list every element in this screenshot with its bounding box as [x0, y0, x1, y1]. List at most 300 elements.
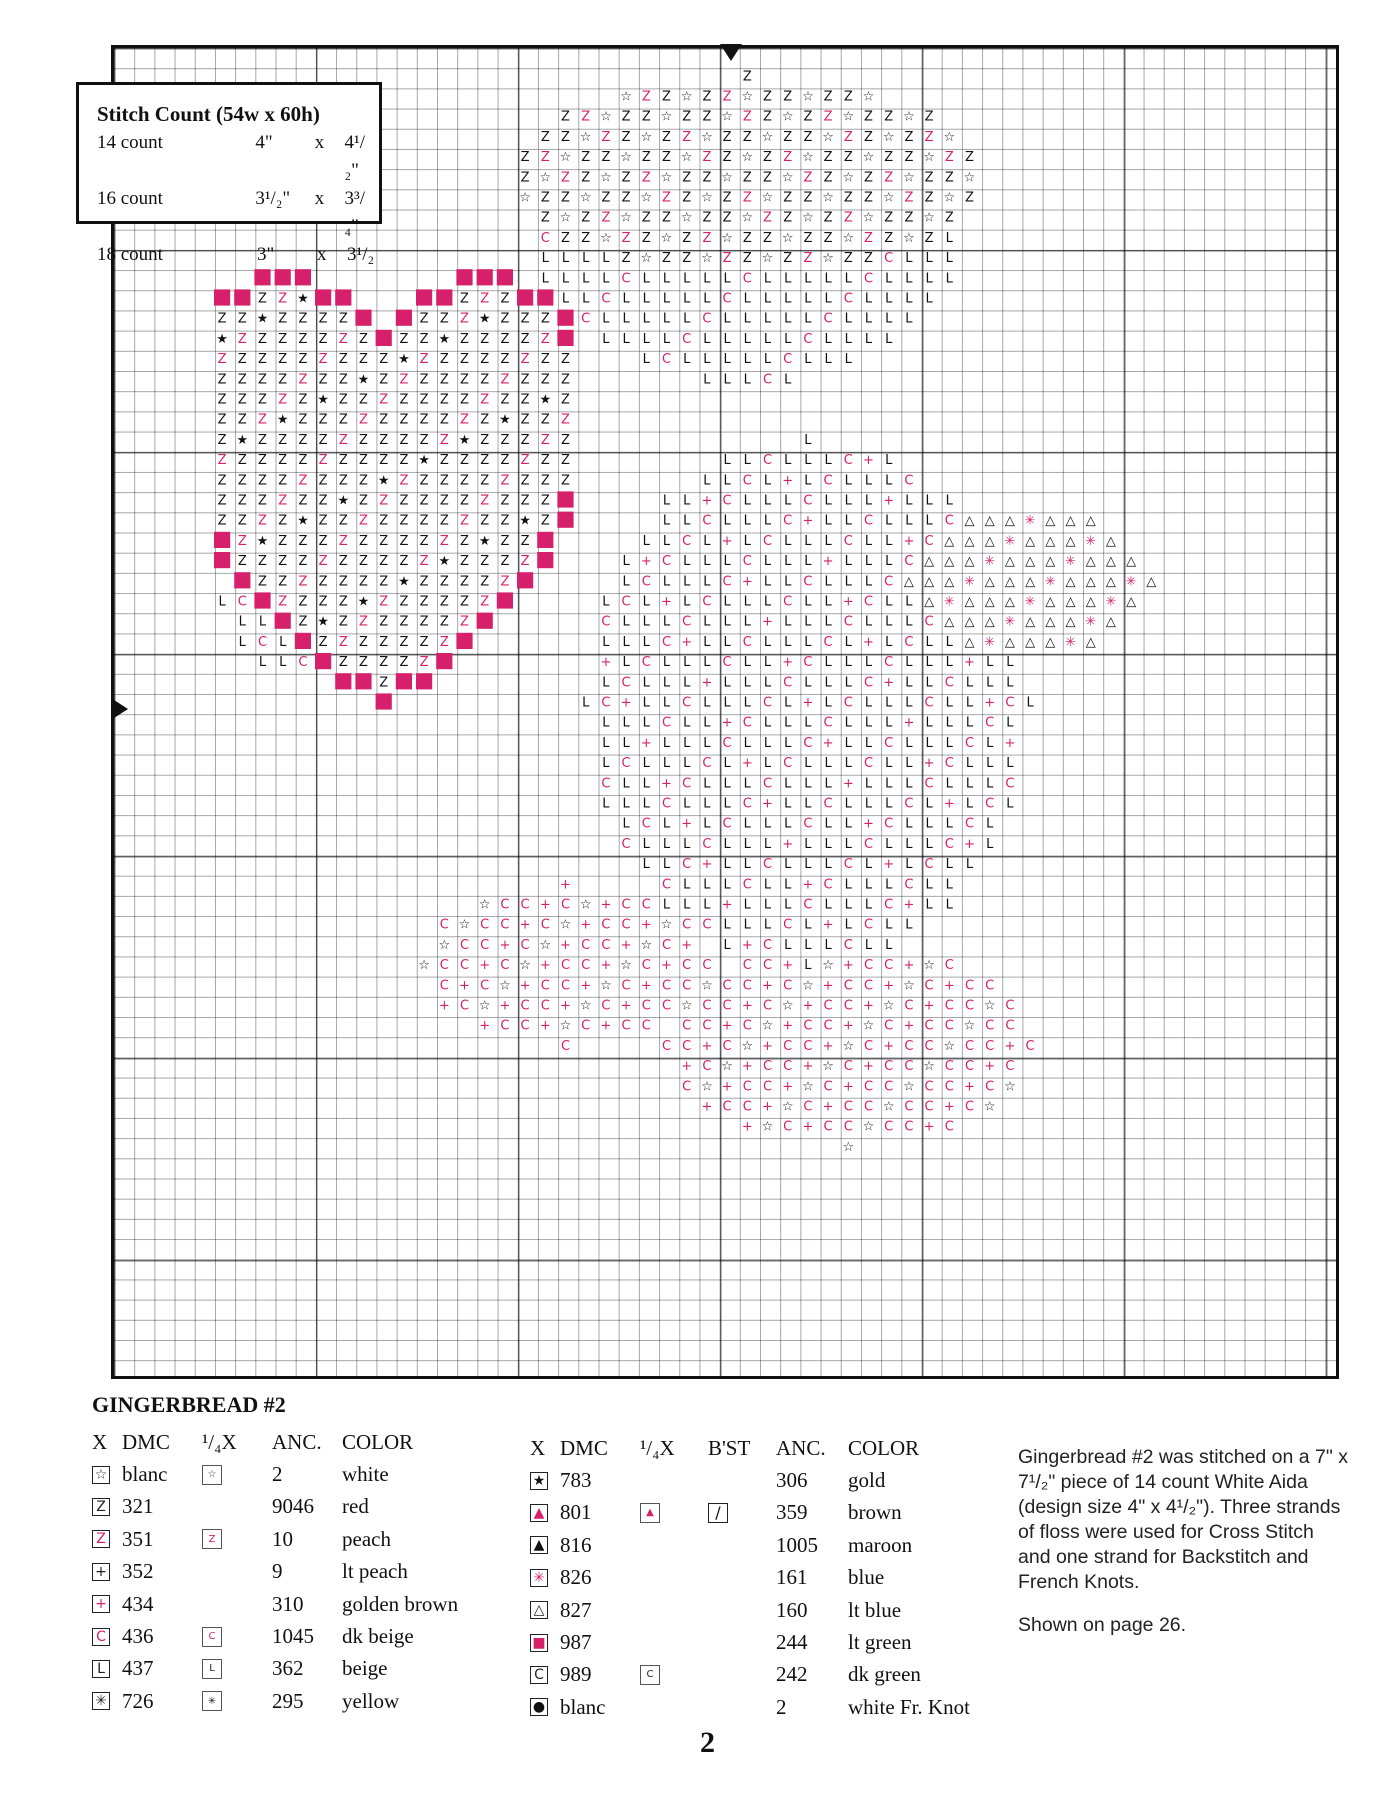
stitch-cell: ☆: [519, 190, 531, 206]
stitch-cell: △: [1105, 574, 1116, 590]
stitch-cell: C: [884, 655, 894, 671]
stitch-cell: Z: [318, 574, 328, 590]
stitch-cell: Z: [884, 170, 894, 186]
stitch-cell: L: [905, 816, 913, 832]
stitch-cell: Z: [581, 170, 591, 186]
stitch-cell: Z: [702, 230, 712, 246]
stitch-cell: L: [743, 291, 751, 307]
stitch-cell: Z: [480, 473, 490, 489]
stitch-cell: L: [662, 493, 671, 509]
dmc-number: 816: [560, 1532, 592, 1557]
stitch-cell: ☆: [842, 1139, 855, 1155]
stitch-symbol-icon: Z: [92, 1498, 110, 1516]
stitch-cell: L: [824, 937, 832, 953]
stitch-cell: +: [842, 1079, 854, 1095]
stitch-cell: C: [924, 1099, 934, 1115]
note-text: Gingerbread #2 was stitched on a 7" x 7¹/₂" piece of 14 count White Aida (design size 4" x 4¹/₂"). Three strands of floss were used for Cross Stitch and one strand for Backstitch and French Knots.: [1018, 1446, 1348, 1593]
key-row: [92, 1491, 482, 1523]
stitch-cell: L: [864, 473, 873, 489]
stitch-cell: L: [743, 311, 751, 327]
stitch-cell: C: [742, 877, 752, 893]
stitch-cell: C: [722, 1038, 732, 1054]
stitch-cell: Z: [338, 412, 348, 428]
stitch-cell: L: [784, 634, 792, 650]
stitch-cell: △: [984, 513, 995, 529]
stitch-cell: [477, 613, 493, 629]
stitch-cell: Z: [359, 634, 368, 650]
stitch-cell: +: [701, 857, 713, 873]
stitch-cell: Z: [399, 594, 409, 610]
stitch-cell: C: [459, 958, 470, 974]
stitch-cell: Z: [641, 170, 651, 186]
stitch-cell: Z: [641, 230, 651, 246]
key-header-label: ¹/₄X: [640, 1435, 675, 1460]
stitch-cell: Z: [520, 473, 530, 489]
stitch-cell: +: [842, 1018, 854, 1034]
stitch-cell: +: [822, 1038, 834, 1054]
stitch-cell: Z: [379, 655, 389, 671]
stitch-cell: ☆: [1004, 1079, 1016, 1095]
stitch-cell: C: [944, 513, 954, 529]
stitch-cell: C: [964, 816, 975, 832]
stitch-cell: Z: [278, 352, 288, 368]
stitch-cell: L: [824, 675, 832, 691]
stitch-cell: Z: [944, 210, 954, 226]
stitch-cell: Z: [399, 655, 409, 671]
stitch-cell: L: [723, 311, 731, 327]
stitch-cell: C: [682, 1018, 692, 1034]
stitch-cell: Z: [379, 675, 389, 691]
stitch-cell: Z: [419, 574, 429, 590]
stitch-cell: Z: [318, 453, 328, 469]
stitch-cell: Z: [439, 574, 449, 590]
stitch-cell: Z: [520, 392, 530, 408]
stitch-cell: C: [237, 594, 247, 610]
key-header: [530, 1432, 998, 1464]
stitch-cell: Z: [480, 493, 490, 509]
stitch-cell: C: [964, 735, 975, 751]
stitch-cell: Z: [540, 453, 550, 469]
stitch-cell: L: [743, 533, 751, 549]
stitch-cell: L: [885, 695, 893, 711]
stitch-cell: C: [621, 756, 631, 772]
stitch-cell: L: [925, 735, 933, 751]
stitch-cell: [456, 633, 472, 649]
stitch-cell: ☆: [660, 230, 673, 246]
stitch-cell: ✳: [1065, 554, 1076, 570]
stitch-cell: ★: [317, 392, 329, 408]
anchor-number: 2: [272, 1462, 283, 1487]
stitch-cell: L: [844, 271, 852, 287]
stitch-cell: Z: [621, 251, 631, 267]
stitch-cell: C: [682, 857, 692, 873]
stitch-cell: C: [762, 958, 773, 974]
stitch-cell: Z: [439, 392, 449, 408]
stitch-cell: L: [905, 776, 913, 792]
stitch-cell: [537, 532, 553, 548]
stitch-cell: L: [844, 331, 852, 347]
stitch-cell: L: [784, 291, 792, 307]
stitch-cell: L: [723, 634, 731, 650]
stitch-cell: L: [824, 756, 832, 772]
stitch-cell: Z: [561, 170, 570, 186]
stitch-cell: Z: [884, 109, 894, 125]
stitch-cell: Z: [884, 230, 894, 246]
stitch-cell: L: [925, 271, 933, 287]
stitch-cell: +: [620, 998, 632, 1014]
stitch-cell: Z: [338, 634, 348, 650]
stitch-cell: C: [560, 897, 571, 913]
stitch-cell: Z: [601, 210, 611, 226]
stitch-cell: Z: [318, 533, 328, 549]
stitch-cell: ✳: [984, 554, 996, 570]
stitch-cell: L: [743, 372, 751, 388]
stitch-cell: L: [642, 594, 650, 610]
stitch-cell: △: [1045, 594, 1056, 610]
stitch-cell: ✳: [1024, 594, 1036, 610]
stitch-cell: Z: [621, 170, 631, 186]
stitch-cell: Z: [722, 150, 732, 166]
stitch-cell: L: [804, 715, 812, 731]
stitch-cell: [477, 269, 493, 285]
stitch-cell: Z: [379, 574, 389, 590]
stitch-cell: △: [984, 594, 995, 610]
stitch-cell: Z: [924, 109, 934, 125]
stitch-cell: L: [824, 533, 832, 549]
stitch-cell: L: [965, 776, 974, 792]
color-name: maroon: [848, 1532, 913, 1557]
stitch-cell: L: [905, 513, 913, 529]
stitch-cell: Z: [763, 89, 772, 105]
stitch-cell: L: [824, 513, 832, 529]
stitch-cell: C: [742, 271, 752, 287]
stitch-cell: Z: [439, 594, 449, 610]
stitch-cell: ☆: [781, 998, 794, 1014]
stitch-cell: C: [762, 998, 773, 1014]
stitch-cell: Z: [278, 594, 288, 610]
stitch-cell: ☆: [600, 230, 612, 246]
stitch-cell: L: [622, 614, 630, 630]
stitch-cell: L: [945, 857, 953, 873]
stitch-cell: Z: [460, 453, 469, 469]
stitch-cell: C: [884, 897, 894, 913]
stitch-cell: Z: [439, 432, 449, 448]
stitch-cell: [275, 269, 291, 285]
color-name: peach: [342, 1526, 391, 1551]
key-header-label: ANC.: [272, 1429, 322, 1454]
stitch-cell: L: [804, 533, 812, 549]
stitch-cell: L: [844, 574, 852, 590]
key-header-label: DMC: [560, 1435, 608, 1460]
stitch-cell: +: [499, 998, 511, 1014]
stitch-cell: L: [824, 352, 832, 368]
stitch-cell: C: [985, 715, 995, 731]
stitch-cell: Z: [722, 210, 732, 226]
stitch-cell: ✳: [943, 594, 955, 610]
stitch-cell: Z: [460, 372, 469, 388]
stitch-cell: L: [885, 473, 893, 489]
stitch-cell: L: [743, 594, 751, 610]
stitch-cell: Z: [399, 372, 409, 388]
stitch-cell: L: [945, 655, 953, 671]
stitch-cell: C: [601, 998, 611, 1014]
stitch-cell: C: [520, 897, 530, 913]
stitch-cell: △: [1085, 554, 1096, 570]
stitch-cell: △: [1085, 634, 1096, 650]
stitch-cell: L: [905, 493, 913, 509]
stitch-cell: L: [622, 715, 630, 731]
stitch-cell: L: [804, 432, 812, 448]
stitch-cell: L: [844, 352, 852, 368]
stitch-cell: L: [642, 796, 650, 812]
stitch-cell: L: [844, 756, 852, 772]
stitch-cell: L: [763, 715, 772, 731]
stitch-cell: ☆: [842, 109, 855, 125]
key-row: [530, 1659, 998, 1691]
stitch-cell: △: [1004, 634, 1015, 650]
stitch-cell: Z: [338, 594, 348, 610]
stitch-cell: ☆: [802, 210, 814, 226]
stitch-cell: ☆: [680, 210, 693, 226]
stitch-cell: L: [622, 331, 630, 347]
stitch-cell: Z: [742, 69, 752, 85]
stitch-cell: ★: [478, 311, 491, 327]
stitch-cell: Z: [540, 210, 550, 226]
stitch-cell: Z: [460, 392, 469, 408]
stitch-cell: C: [985, 1079, 995, 1095]
stitch-cell: Z: [258, 372, 267, 388]
stitch-cell: Z: [884, 150, 894, 166]
stitch-cell: C: [924, 776, 934, 792]
stitch-cell: +: [802, 695, 814, 711]
stitch-cell: L: [622, 655, 630, 671]
stitch-cell: ☆: [741, 150, 754, 166]
stitch-cell: ☆: [862, 1119, 875, 1135]
stitch-cell: ★: [398, 352, 410, 368]
dmc-number: 826: [560, 1565, 592, 1590]
stitch-cell: Z: [298, 493, 308, 509]
stitch-cell: ✳: [1085, 533, 1097, 549]
stitch-cell: L: [1026, 695, 1034, 711]
color-name: golden brown: [342, 1591, 459, 1616]
stitch-cell: L: [642, 715, 650, 731]
stitch-cell: Z: [621, 190, 631, 206]
stitch-cell: L: [925, 251, 933, 267]
stitch-cell: Z: [520, 150, 530, 166]
stitch-cell: L: [723, 554, 731, 570]
stitch-cell: L: [925, 493, 933, 509]
stitch-cell: L: [561, 291, 570, 307]
stitch-cell: Z: [520, 170, 530, 186]
stitch-cell: [335, 289, 351, 305]
stitch-cell: [396, 310, 412, 326]
stitch-cell: L: [743, 675, 751, 691]
stitch-cell: C: [944, 958, 954, 974]
stitch-cell: Z: [823, 109, 833, 125]
stitch-cell: L: [844, 634, 852, 650]
stitch-cell: +: [741, 1059, 753, 1075]
stitch-cell: L: [723, 917, 731, 933]
stitch-cell: L: [723, 675, 731, 691]
stitch-cell: L: [1006, 675, 1014, 691]
stitch-cell: L: [703, 735, 711, 751]
stitch-cell: +: [863, 998, 874, 1014]
stitch-cell: ★: [256, 311, 269, 327]
stitch-cell: Z: [278, 493, 288, 509]
stitch-cell: ★: [236, 432, 249, 448]
stitch-cell: △: [1105, 614, 1116, 630]
dmc-number: 352: [122, 1559, 154, 1584]
stitch-cell: C: [540, 917, 550, 933]
stitch-cell: △: [944, 533, 955, 549]
stitch-cell: L: [824, 897, 832, 913]
stitch-cell: L: [804, 473, 812, 489]
stitch-cell: L: [703, 473, 711, 489]
stitch-cell: C: [843, 1119, 853, 1135]
stitch-cell: Z: [581, 150, 591, 166]
stitch-cell: △: [1065, 594, 1076, 610]
stitch-cell: L: [642, 695, 650, 711]
stitch-cell: Z: [803, 170, 813, 186]
stitch-cell: C: [884, 958, 894, 974]
stitch-cell: C: [742, 796, 752, 812]
stitch-cell: △: [1025, 614, 1036, 630]
stitch-cell: C: [601, 291, 611, 307]
stitch-cell: Z: [298, 533, 308, 549]
stitch-cell: ☆: [559, 1018, 572, 1034]
stitch-cell: Z: [823, 170, 833, 186]
stitch-cell: +: [661, 776, 672, 792]
stitch-cell: ☆: [943, 1038, 956, 1054]
stitch-cell: Z: [237, 311, 247, 327]
stitch-cell: L: [905, 311, 913, 327]
stitch-cell: L: [925, 675, 933, 691]
stitch-cell: C: [884, 1018, 894, 1034]
stitch-cell: C: [823, 311, 833, 327]
key-row: [92, 1653, 482, 1685]
stitch-symbol-icon: △: [530, 1601, 548, 1619]
stitch-cell: ☆: [680, 89, 693, 105]
stitch-cell: ✳: [1085, 614, 1097, 630]
stitch-cell: ✳: [1105, 594, 1117, 610]
stitch-cell: L: [662, 735, 671, 751]
stitch-cell: ✳: [964, 574, 975, 590]
stitch-cell: L: [662, 614, 671, 630]
stitch-cell: L: [662, 897, 671, 913]
stitch-cell: +: [964, 655, 975, 671]
stitch-cell: L: [945, 816, 953, 832]
stitch-cell: Z: [763, 170, 772, 186]
stitch-cell: C: [520, 998, 530, 1014]
stitch-cell: L: [683, 655, 691, 671]
stitch-cell: [497, 592, 513, 608]
stitch-cell: +: [741, 998, 753, 1014]
stitch-cell: C: [863, 271, 874, 287]
stitch-cell: C: [560, 978, 571, 994]
stitch-cell: C: [500, 917, 510, 933]
key-row: [530, 1497, 998, 1529]
stitch-cell: [254, 592, 270, 608]
color-key-left: [92, 1426, 482, 1718]
stitch-cell: Z: [419, 432, 429, 448]
key-row: [530, 1626, 998, 1658]
stitch-cell: C: [641, 897, 651, 913]
stitch-cell: L: [925, 655, 933, 671]
stitch-cell: Z: [379, 352, 389, 368]
key-row: [530, 1562, 998, 1594]
stitch-cell: Z: [318, 594, 328, 610]
stitch-cell: C: [803, 897, 813, 913]
stitch-cell: L: [683, 796, 691, 812]
stitch-cell: C: [944, 756, 954, 772]
stitch-cell: L: [642, 533, 650, 549]
stitch-symbol-icon: C: [92, 1628, 110, 1646]
stitch-cell: ☆: [983, 998, 996, 1014]
stitch-cell: C: [762, 776, 773, 792]
stitch-cell: L: [824, 271, 832, 287]
stitch-cell: L: [844, 473, 852, 489]
stitch-cell: L: [703, 816, 711, 832]
stitch-cell: Z: [217, 453, 227, 469]
stitch-cell: L: [844, 796, 852, 812]
dmc-number: 434: [122, 1591, 154, 1616]
stitch-cell: C: [298, 655, 308, 671]
dmc-number: 726: [122, 1688, 154, 1713]
stitch-cell: +: [762, 1099, 773, 1115]
stitch-cell: ☆: [458, 917, 471, 933]
stitch-cell: Z: [298, 453, 308, 469]
quarter-stitch-symbol-icon: C: [202, 1627, 222, 1647]
stitch-cell: C: [863, 1038, 874, 1054]
stitch-cell: Z: [500, 432, 510, 448]
stitch-cell: +: [741, 1119, 753, 1135]
stitch-cell: L: [824, 857, 832, 873]
stitch-cell: Z: [379, 513, 389, 529]
stitch-cell: L: [683, 675, 691, 691]
stitch-cell: L: [622, 735, 630, 751]
stitch-cell: C: [964, 998, 975, 1014]
stitch-cell: ✳: [984, 634, 996, 650]
stitch-cell: Z: [480, 453, 490, 469]
stitch-cell: C: [621, 978, 631, 994]
stitch-cell: △: [1105, 533, 1116, 549]
stitch-cell: ☆: [539, 937, 552, 953]
stitch-cell: C: [601, 937, 611, 953]
stitch-cell: ☆: [761, 190, 774, 206]
stitch-cell: +: [560, 937, 571, 953]
stitch-cell: L: [844, 554, 852, 570]
stitch-cell: Z: [662, 251, 671, 267]
stitch-cell: C: [863, 958, 874, 974]
stitch-cell: Z: [258, 352, 267, 368]
stitch-cell: Z: [298, 372, 308, 388]
stitch-cell: +: [762, 796, 773, 812]
stitch-cell: C: [641, 1018, 651, 1034]
stitch-cell: +: [762, 614, 773, 630]
anchor-number: 310: [272, 1591, 304, 1616]
stitch-cell: L: [864, 937, 873, 953]
stitch-cell: C: [823, 1018, 833, 1034]
stitch-cell: C: [682, 695, 692, 711]
key-header-label: X: [92, 1429, 108, 1454]
stitch-cell: ★: [458, 432, 471, 448]
stitch-cell: C: [682, 776, 692, 792]
stitch-cell: [557, 491, 573, 507]
stitch-cell: Z: [904, 210, 914, 226]
stitch-cell: C: [843, 1099, 853, 1115]
stitch-cell: L: [885, 634, 893, 650]
stitch-cell: L: [885, 533, 893, 549]
